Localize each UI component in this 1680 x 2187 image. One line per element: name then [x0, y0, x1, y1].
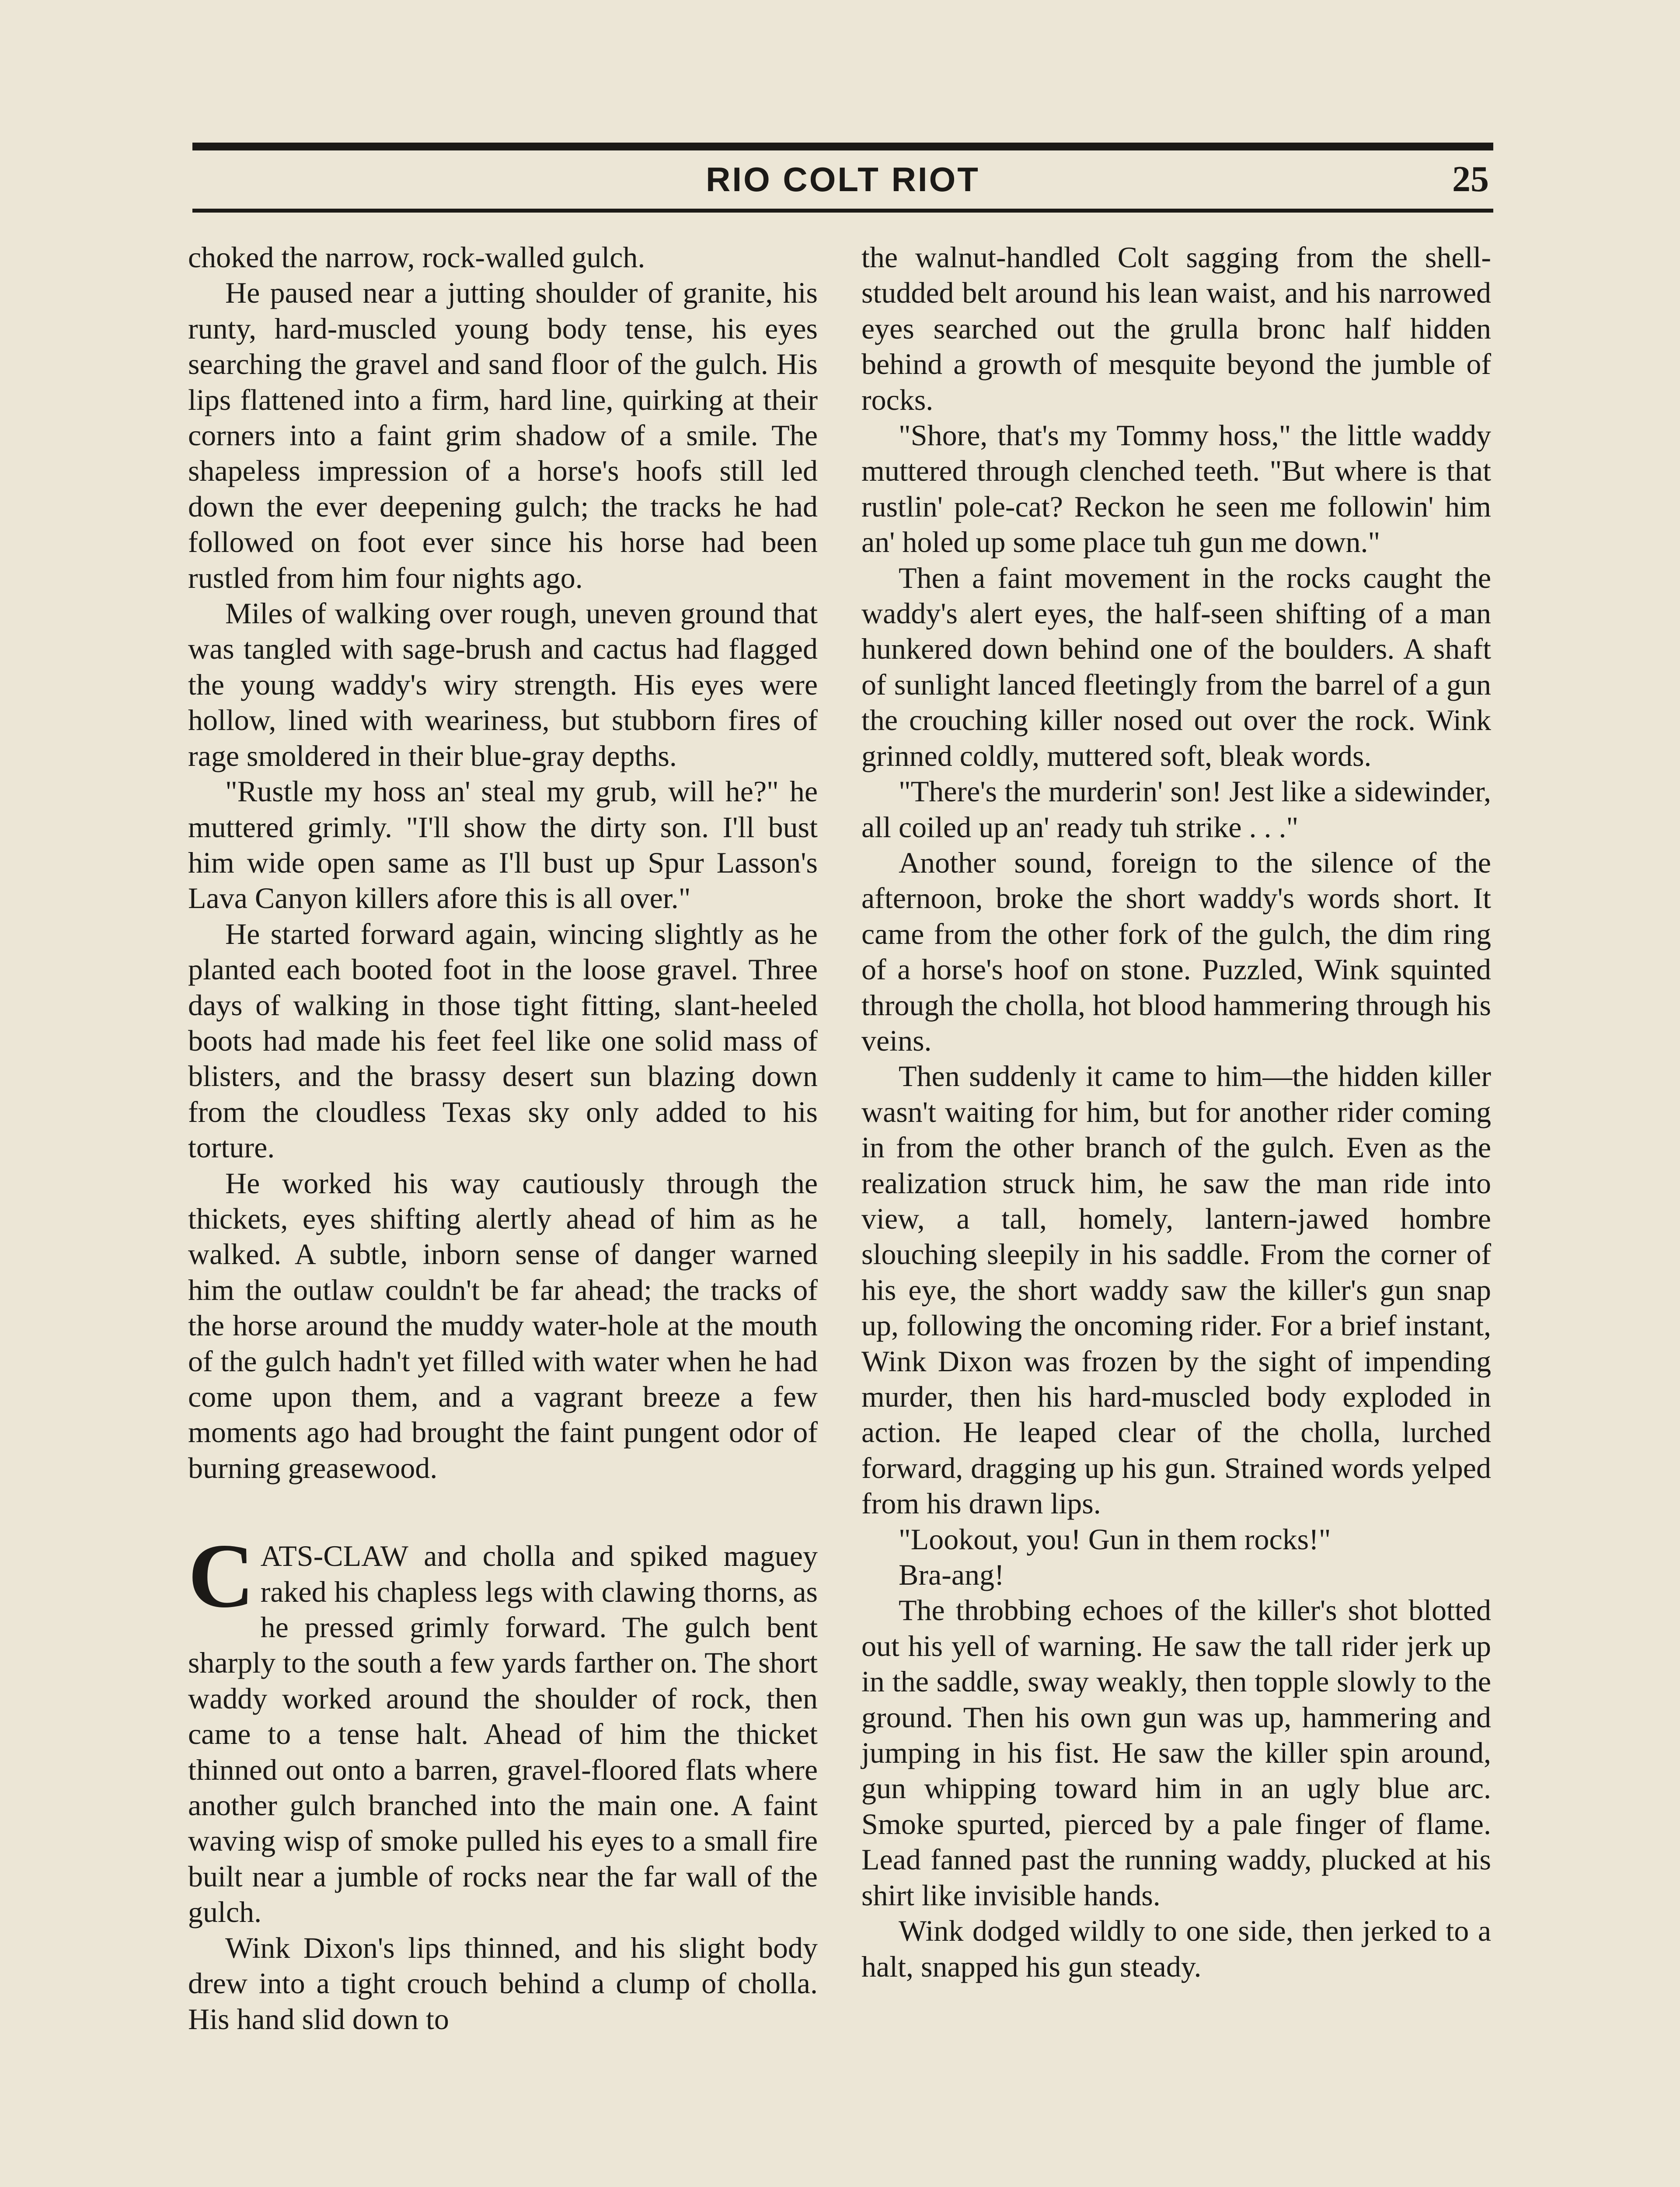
paragraph: "Rustle my hoss an' steal my grub, will he?" he muttered grimly. "I'll show the dirty son. I'll bust him wide open same as I'll bust up Spur Lasson's Lava Canyon killers afore this is all over.": [188, 775, 818, 915]
running-header: [192, 157, 1493, 206]
paragraph: He paused near a jutting shoulder of granite, his runty, hard-muscled young body tense, his eyes searching the gravel and sand floor of the gulch. His lips flattened into a firm, hard line, quirking at their corners into a faint grim shadow of a smile. The shapeless impression of a horse's hoofs still led down the ever deepening gulch; the tracks he had followed on foot ever since his horse had been rustled from him four nights ago.: [188, 276, 818, 594]
paragraph: "Lookout, you! Gun in them rocks!": [899, 1522, 1331, 1556]
right-column: [861, 240, 1491, 1984]
paragraph: choked the narrow, rock-walled gulch.: [188, 241, 645, 274]
paragraph: Another sound, foreign to the silence of the afternoon, broke the short waddy's words short. It came from the other fork of the gulch, the dim ring of a horse's hoof on stone. Puzzled, Wink squinted through the cholla, hot blood hammering through his veins.: [861, 845, 1491, 1057]
paragraph: The throbbing echoes of the killer's shot blotted out his yell of warning. He saw the tall rider jerk up in the saddle, sway weakly, then topple slowly to the ground. Then his own gun was up, hammering and jumping in his fist. He saw the killer spin around, gun whipping toward him in an ugly blue arc. Smoke spurted, pierced by a pale finger of flame. Lead fanned past the running waddy, plucked at his shirt like invisible hands.: [861, 1593, 1491, 1912]
paragraph: "There's the murderin' son! Jest like a sidewinder, all coiled up an' ready tuh strike . . .": [861, 775, 1491, 844]
page-number: 25: [1452, 159, 1489, 199]
paragraph: Wink dodged wildly to one side, then jerked to a halt, snapped his gun steady.: [861, 1914, 1491, 1983]
dropcap-paragraph: [188, 1525, 818, 1930]
header-bottom-rule: [192, 209, 1493, 213]
paragraph: "Shore, that's my Tommy hoss," the little waddy muttered through clenched teeth. "But where is that rustlin' pole-cat? Reckon he seen me followin' him an' holed up some place tuh gun me down.": [861, 419, 1491, 559]
paragraph: Then suddenly it came to him—the hidden killer wasn't waiting for him, but for another rider coming in from the other branch of the gulch. Even as the realization struck him, he saw the man ride into view, a tall, homely, lantern-jawed hombre slouching sleepily in his saddle. From the corner of his eye, the short waddy saw the killer's gun snap up, following the oncoming rider. For a brief instant, Wink Dixon was frozen by the sight of impending murder, then his hard-muscled body exploded in action. He leaped clear of the cholla, lurched forward, dragging up his gun. Strained words yelped from his drawn lips.: [861, 1059, 1491, 1520]
paragraph: the walnut-handled Colt sagging from the shell-studded belt around his lean waist, and his narrowed eyes searched out the grulla bronc half hidden behind a growth of mesquite beyond the jumble of rocks.: [861, 241, 1491, 416]
left-column: [188, 240, 818, 2037]
paragraph: Then a faint movement in the rocks caught the waddy's alert eyes, the half-seen shifting of a man hunkered down behind one of the boulders. A shaft of sunlight lanced fleetingly from the barrel of a gun the crouching killer nosed out over the rock. Wink grinned coldly, muttered soft, bleak words.: [861, 561, 1491, 772]
drop-cap: C: [188, 1525, 254, 1627]
story-title: RIO COLT RIOT: [706, 160, 980, 199]
paragraph: Miles of walking over rough, uneven ground that was tangled with sage-brush and cactus had flagged the young waddy's wiry strength. His eyes were hollow, lined with weariness, but stubborn fires of rage smoldered in their blue-gray depths.: [188, 597, 818, 772]
header-top-rule: [192, 143, 1493, 150]
paragraph: He started forward again, wincing slightly as he planted each booted foot in the loose gravel. Three days of walking in those tight fitting, slant-heeled boots had made his feet feel like one solid mass of blisters, and the brassy desert sun blazing down from the cloudless Texas sky only added to his torture.: [188, 917, 818, 1164]
paragraph: Wink Dixon's lips thinned, and his slight body drew into a tight crouch behind a clump of cholla. His hand slid down to: [188, 1931, 818, 2036]
dropcap-paragraph-text: ATS-CLAW and cholla and spiked maguey raked his chapless legs with clawing thorns, as he pressed grimly forward. The gulch bent sharply to the south a few yards farther on. The short waddy worked around the shoulder of rock, then came to a tense halt. Ahead of him the thicket thinned out onto a barren, gravel-floored flats where another gulch branched into the main one. A faint waving wisp of smoke pulled his eyes to a small fire built near a jumble of rocks near the far wall of the gulch.: [188, 1539, 818, 1929]
paragraph: He worked his way cautiously through the thickets, eyes shifting alertly ahead of him as he walked. A subtle, inborn sense of danger warned him the outlaw couldn't be far ahead; the tracks of the horse around the muddy water-hole at the mouth of the gulch hadn't yet filled with water when he had come upon them, and a vagrant breeze a few moments ago had brought the faint pungent odor of burning greasewood.: [188, 1166, 818, 1485]
paragraph: Bra-ang!: [899, 1558, 1004, 1592]
